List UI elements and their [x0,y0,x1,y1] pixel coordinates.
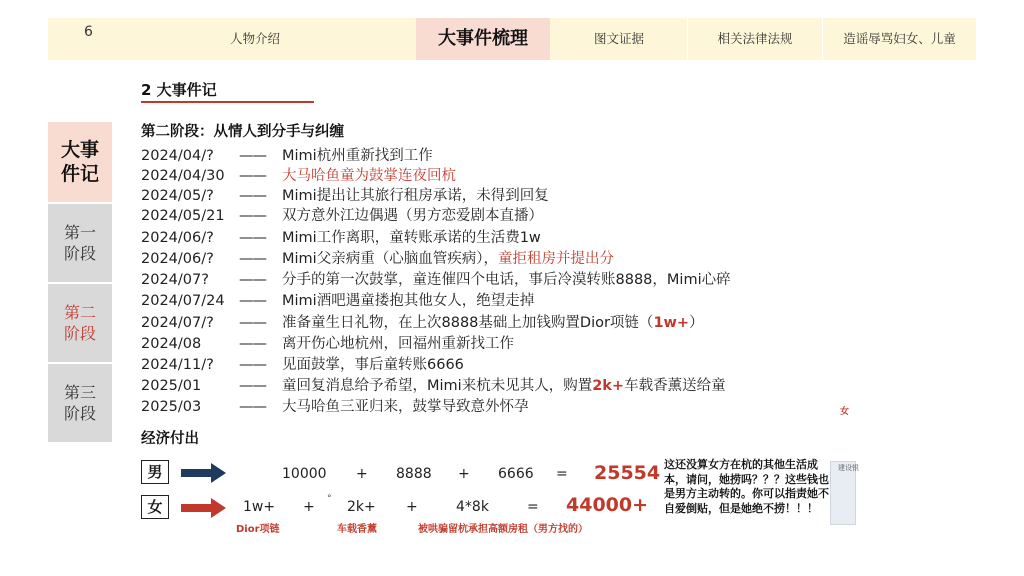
male-label: 男 [141,460,169,484]
section-underline [141,101,314,103]
event-text-part: 车载香薰送给童 [624,378,726,394]
sidebar-item-label: 大事件记 [60,139,99,185]
event-text: Mimi酒吧遇童搂抱其他女人，绝望走掉 [282,293,535,309]
event-dash: —— [239,251,266,267]
sidebar-item-label: 第三阶段 [63,383,96,423]
event-date: 2024/04/? [141,148,214,164]
event-text-part: ） [689,315,704,331]
male-value: 8888 [396,466,432,482]
event-date: 2024/11/? [141,357,214,373]
event-text-part: 童回复消息给予希望，Mimi来杭未见其人，购置 [282,378,593,394]
stray-mark: 女 [840,407,850,417]
event-dash: —— [239,168,266,184]
event-dash: —— [239,315,266,331]
event-date: 2024/04/30 [141,168,225,184]
sidebar-item-label: 第二阶段 [63,303,96,343]
event-date: 2024/07? [141,272,209,288]
sidebar-item-phase-2[interactable] [48,284,112,362]
tab-laws[interactable]: 相关法律法规 [717,31,793,46]
male-arrow-icon [181,462,227,484]
tab-person-intro[interactable]: 人物介绍 [229,31,280,46]
operator: = [556,466,568,482]
event-text: 大马哈鱼童为鼓掌连夜回杭 [282,168,456,184]
event-text [282,376,726,396]
male-total: 25554 [594,462,661,484]
event-dash: —— [239,293,266,309]
event-text: 分手的第一次鼓掌，童连催四个电话，事后冷漠转账8888，Mimi心碎 [282,272,731,288]
sidebar-item-phase-3[interactable] [48,364,112,442]
female-value: 1w+ [243,499,276,515]
tab-rumors[interactable]: 造谣辱骂妇女、儿童 [843,31,956,46]
female-value: 4*8k [456,499,489,515]
event-dash: —— [239,148,266,164]
event-date: 2024/05/? [141,188,214,204]
female-total: 44000+ [566,494,649,516]
event-text-highlight: 2k+ [592,378,625,394]
event-date: 2025/03 [141,399,202,415]
event-text: 大马哈鱼三亚归来，鼓掌导致意外怀孕 [282,399,529,415]
event-dash: —— [239,208,266,224]
male-value: 6666 [498,466,534,482]
female-label: 女 [141,495,169,519]
caption-rent: 被哄骗留杭承担高额房租（男方找的） [418,524,588,535]
event-dash: —— [239,378,266,394]
event-text: 离开伤心地杭州，回福州重新找工作 [282,336,514,352]
male-value: 10000 [282,466,327,482]
caption-dior: Dior项链 [236,524,280,535]
event-dash: —— [239,399,266,415]
sidebar-item-overview[interactable] [48,122,112,202]
event-text-highlight: 1w+ [653,315,690,331]
event-dash: —— [239,336,266,352]
event-date: 2025/01 [141,378,202,394]
commentary-note: 这还没算女方在杭的其他生活成本，请问，她捞吗？？？这些钱也是男方主动转的。你可以指责她不自爱倒贴，但是她绝不捞！！！ [664,458,829,515]
event-date: 2024/06/? [141,230,214,246]
event-text-part: Mimi父亲病重（心脑血管疾病）， [282,251,498,267]
tab-evidence[interactable]: 图文证据 [593,31,644,46]
degree-mark: ° [327,494,332,504]
operator: + [406,499,418,515]
event-dash: —— [239,357,266,373]
event-date: 2024/07/? [141,315,214,331]
section-title: 2 大事件记 [141,81,217,99]
sidebar-item-phase-1[interactable] [48,204,112,282]
event-text [282,313,704,333]
event-date: 2024/08 [141,336,202,352]
female-value: 2k+ [347,499,376,515]
event-text: 见面鼓掌，事后童转账6666 [282,357,464,373]
caption-aroma: 车载香薰 [337,524,377,535]
event-text-highlight: 童拒租房并提出分 [497,251,614,267]
event-text: Mimi提出让其旅行租房承诺，未得到回复 [282,188,549,204]
event-date: 2024/07/24 [141,293,225,309]
slide-number: 6 [84,24,93,40]
thumbnail-label: 建设银 [838,464,859,472]
economics-title: 经济付出 [141,431,199,447]
event-text: 双方意外江边偶遇（男方恋爱剧本直播） [282,208,543,224]
operator: = [527,499,539,515]
tab-major-events[interactable]: 大事件梳理 [416,18,550,60]
event-dash: —— [239,272,266,288]
event-text: Mimi杭州重新找到工作 [282,148,433,164]
event-text: Mimi工作离职，童转账承诺的生活费1w [282,230,541,246]
event-dash: —— [239,230,266,246]
female-arrow-icon [181,497,227,519]
operator: + [356,466,368,482]
event-dash: —— [239,188,266,204]
phase-title: 第二阶段：从情人到分手与纠缠 [141,124,344,140]
event-date: 2024/05/21 [141,208,225,224]
operator: + [458,466,470,482]
event-text [282,249,614,269]
event-text-part: 准备童生日礼物，在上次8888基础上加钱购置Dior项链（ [282,315,654,331]
sidebar-item-label: 第一阶段 [63,223,96,263]
operator: + [303,499,315,515]
event-date: 2024/06/? [141,251,214,267]
